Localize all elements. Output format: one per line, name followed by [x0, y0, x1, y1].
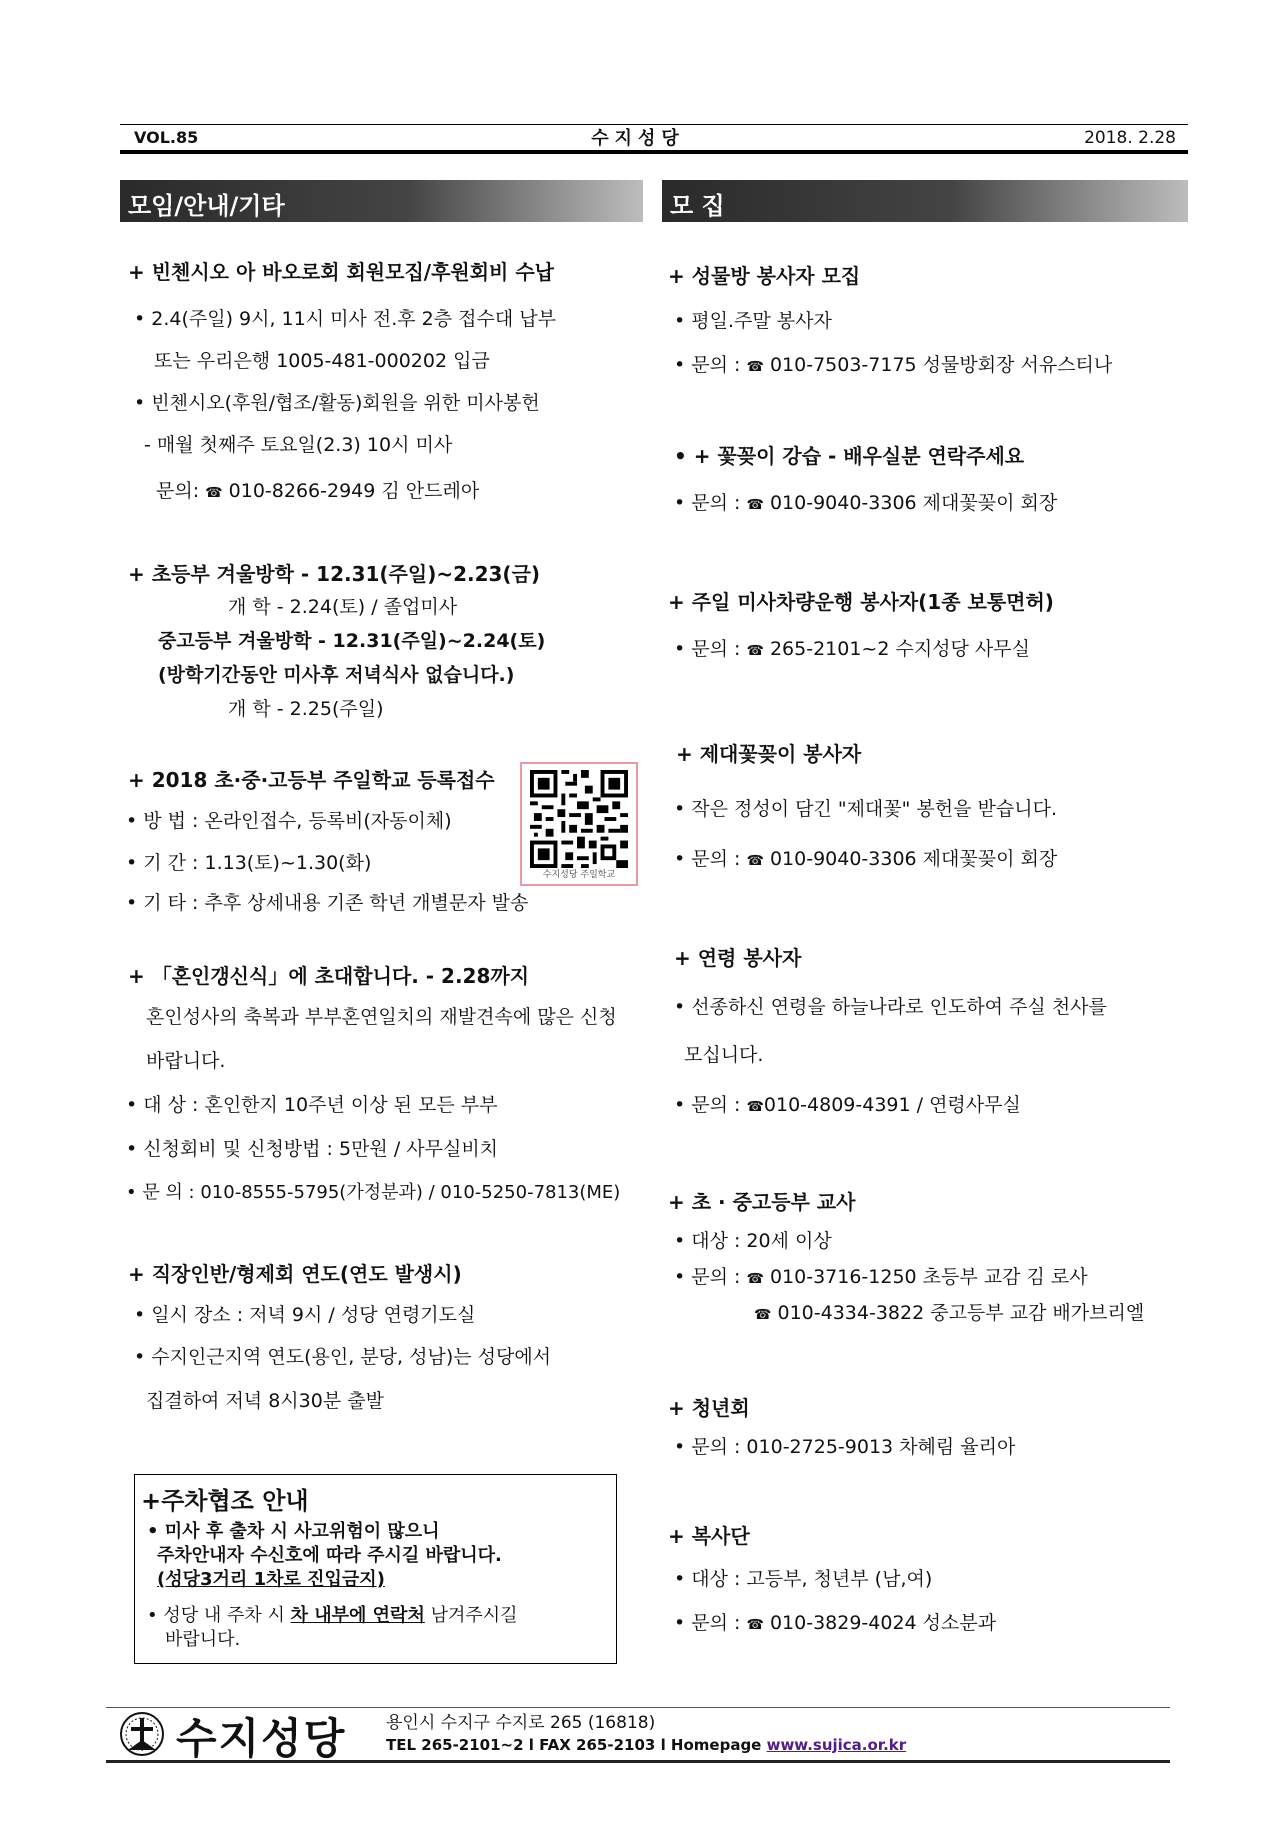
- contact-label: • 문의 :: [674, 1094, 741, 1116]
- contact-label: • 문의 :: [674, 1612, 741, 1634]
- contact-number: 010-9040-3306 제대꽃꽂이 회장: [769, 848, 1058, 870]
- vestry-contact: [674, 350, 1112, 377]
- driver-contact: [674, 634, 1030, 661]
- yeonryeong-title: + 연령 봉사자: [674, 946, 802, 970]
- marriage-title: + 「혼인갱신식」에 초대합니다. - 2.28까지: [128, 964, 530, 988]
- vacation-line-4: 개 학 - 2.25(주일): [228, 698, 384, 720]
- qr-code-box[interactable]: [520, 762, 638, 886]
- phone-icon: ☎: [746, 1271, 764, 1287]
- vestry-title: + 성물방 봉사자 모집: [668, 264, 861, 288]
- phone-icon: ☎: [746, 497, 764, 513]
- contact-number: 265-2101~2 수지성당 사무실: [769, 638, 1030, 660]
- contact-number: 010-8266-2949 김 안드레아: [228, 480, 480, 502]
- section-title-notices: 모임/안내/기타: [128, 192, 285, 220]
- contact-label: • 문의 :: [674, 638, 741, 660]
- registration-title: + 2018 초·중·고등부 주일학교 등록접수: [128, 768, 495, 792]
- contact-label: • 문의 :: [674, 848, 741, 870]
- vincent-line-1: • 2.4(주일) 9시, 11시 미사 전.후 2층 접수대 납부: [134, 308, 556, 330]
- teacher-contact-2: [754, 1298, 1144, 1325]
- altar-servers-title: + 복사단: [668, 1524, 750, 1548]
- parking-line-3: (성당3거리 1차로 진입금지): [157, 1569, 385, 1590]
- parking-line-4-pre: • 성당 내 주차 시: [147, 1605, 285, 1626]
- yeonryeong-contact: [674, 1090, 1021, 1117]
- marriage-line-1: 혼인성사의 축복과 부부혼연일치의 재발견속에 많은 신청: [146, 1006, 617, 1028]
- altar-flower-title: + 제대꽃꽂이 봉사자: [676, 742, 862, 766]
- phone-icon: ☎: [746, 1099, 764, 1115]
- contact-label: • 문의 :: [674, 1266, 741, 1288]
- vincent-title: + 빈첸시오 아 바오로회 회원모집/후원회비 수납: [128, 260, 554, 284]
- vincent-line-2: 또는 우리은행 1005-481-000202 입금: [154, 350, 490, 372]
- teacher-line-1: • 대상 : 20세 이상: [674, 1230, 832, 1252]
- contact-label: • 문의 :: [674, 492, 741, 514]
- phone-icon: ☎: [746, 853, 764, 869]
- contact-number: 010-3716-1250 초등부 교감 김 로사: [769, 1266, 1088, 1288]
- vincent-line-4: - 매월 첫째주 토요일(2.3) 10시 미사: [144, 434, 453, 456]
- marriage-line-3: • 대 상 : 혼인한지 10주년 이상 된 모든 부부: [126, 1094, 498, 1116]
- header-bottom-rule: [120, 150, 1188, 154]
- youth-line-1: • 문의 : 010-2725-9013 차혜림 율리아: [674, 1436, 1016, 1458]
- altar-flower-line-1: • 작은 정성이 담긴 "제대꽃" 봉헌을 받습니다.: [674, 798, 1057, 820]
- footer-contact: [386, 1736, 906, 1754]
- registration-line-1: • 방 법 : 온라인접수, 등록비(자동이체): [126, 810, 452, 832]
- vacation-title: + 초등부 겨울방학 - 12.31(주일)~2.23(금): [128, 562, 541, 586]
- parking-title: +주차협조 안내: [141, 1487, 309, 1515]
- registration-line-3: • 기 타 : 추후 상세내용 기존 학년 개별문자 발송: [126, 892, 529, 914]
- vacation-line-3: (방학기간동안 미사후 저녁식사 없습니다.): [158, 664, 515, 686]
- parking-line-5: 바랍니다.: [165, 1629, 241, 1650]
- parking-line-4: [147, 1601, 518, 1627]
- footer-bottom-rule: [106, 1760, 1170, 1763]
- footer-church-name: 수지성당: [176, 1714, 347, 1763]
- driver-title: + 주일 미사차량운행 봉사자(1종 보통면허): [668, 590, 1054, 614]
- vincent-line-3: • 빈첸시오(후원/협조/활동)회원을 위한 미사봉헌: [134, 392, 540, 414]
- vacation-line-2: 중고등부 겨울방학 - 12.31(주일)~2.24(토): [158, 630, 546, 652]
- cross-logo-icon: [118, 1710, 166, 1758]
- altar-flower-contact: [674, 844, 1057, 871]
- homepage-link[interactable]: www.sujica.or.kr: [766, 1736, 907, 1754]
- parking-line-4-post: 남겨주시길: [430, 1605, 518, 1626]
- vacation-line-1: 개 학 - 2.24(토) / 졸업미사: [228, 596, 458, 618]
- contact-number: 010-4334-3822 중고등부 교감 배가브리엘: [777, 1302, 1145, 1324]
- phone-icon: ☎: [754, 1307, 772, 1323]
- header-title: 수지성당: [591, 128, 685, 149]
- section-bar-notices: [120, 180, 643, 222]
- issue-date: 2018. 2.28: [1084, 128, 1176, 148]
- yeonryeong-line-2: 모십니다.: [684, 1044, 764, 1066]
- parking-line-1: • 미사 후 출차 시 사고위험이 많으니: [147, 1521, 440, 1542]
- contact-number: 010-4809-4391 / 연령사무실: [763, 1094, 1021, 1116]
- contact-number: 010-9040-3306 제대꽃꽂이 회장: [769, 492, 1058, 514]
- contact-label: • 문의 :: [674, 354, 741, 376]
- marriage-line-4: • 신청회비 및 신청방법 : 5만원 / 사무실비치: [126, 1138, 499, 1160]
- flower-contact: [674, 488, 1057, 515]
- workers-title: + 직장인반/형제회 연도(연도 발생시): [128, 1262, 462, 1286]
- workers-line-3: 집결하여 저녁 8시30분 출발: [146, 1390, 384, 1412]
- qr-code-icon: [530, 770, 628, 868]
- phone-icon: ☎: [746, 1617, 764, 1633]
- parking-line-2: 주차안내자 수신호에 따라 주시길 바랍니다.: [157, 1545, 502, 1566]
- volume-number: VOL.85: [134, 128, 199, 147]
- registration-line-2: • 기 간 : 1.13(토)~1.30(화): [126, 852, 372, 874]
- marriage-line-2: 바랍니다.: [146, 1050, 226, 1072]
- qr-caption: 수지성당 주일학교: [542, 870, 616, 880]
- altar-servers-line-1: • 대상 : 고등부, 청년부 (남,여): [674, 1568, 933, 1590]
- yeonryeong-line-1: • 선종하신 연령을 하늘나라로 인도하여 주실 천사를: [674, 996, 1107, 1018]
- vestry-line-1: • 평일.주말 봉사자: [674, 310, 832, 332]
- parking-line-4-emphasis: 차 내부에 연락처: [290, 1605, 425, 1626]
- marriage-line-5: • 문 의 : 010-8555-5795(가정분과) / 010-5250-7813(ME): [126, 1182, 621, 1203]
- workers-line-1: • 일시 장소 : 저녁 9시 / 성당 연령기도실: [134, 1304, 476, 1326]
- altar-servers-contact: [674, 1608, 996, 1635]
- youth-title: + 청년회: [668, 1396, 750, 1420]
- footer-contact-text: TEL 265-2101~2 l FAX 265-2103 l Homepage: [386, 1736, 762, 1754]
- contact-number: 010-3829-4024 성소분과: [769, 1612, 997, 1634]
- flower-title: • + 꽃꽂이 강습 - 배우실분 연락주세요: [674, 444, 1025, 468]
- teacher-contact-1: [674, 1262, 1088, 1289]
- contact-label: 문의:: [156, 480, 200, 502]
- phone-icon: ☎: [746, 643, 764, 659]
- phone-icon: ☎: [746, 359, 764, 375]
- footer-address: 용인시 수지구 수지로 265 (16818): [386, 1713, 656, 1733]
- workers-line-2: • 수지인근지역 연도(용인, 분당, 성남)는 성당에서: [134, 1346, 552, 1368]
- phone-icon: ☎: [205, 485, 223, 501]
- vincent-contact: [156, 476, 479, 503]
- section-bar-recruitment: [662, 180, 1188, 222]
- teacher-title: + 초 · 중고등부 교사: [668, 1190, 856, 1214]
- section-title-recruitment: 모 집: [670, 192, 725, 220]
- contact-number: 010-7503-7175 성물방회장 서유스티나: [769, 354, 1113, 376]
- parking-notice-box: [134, 1474, 617, 1664]
